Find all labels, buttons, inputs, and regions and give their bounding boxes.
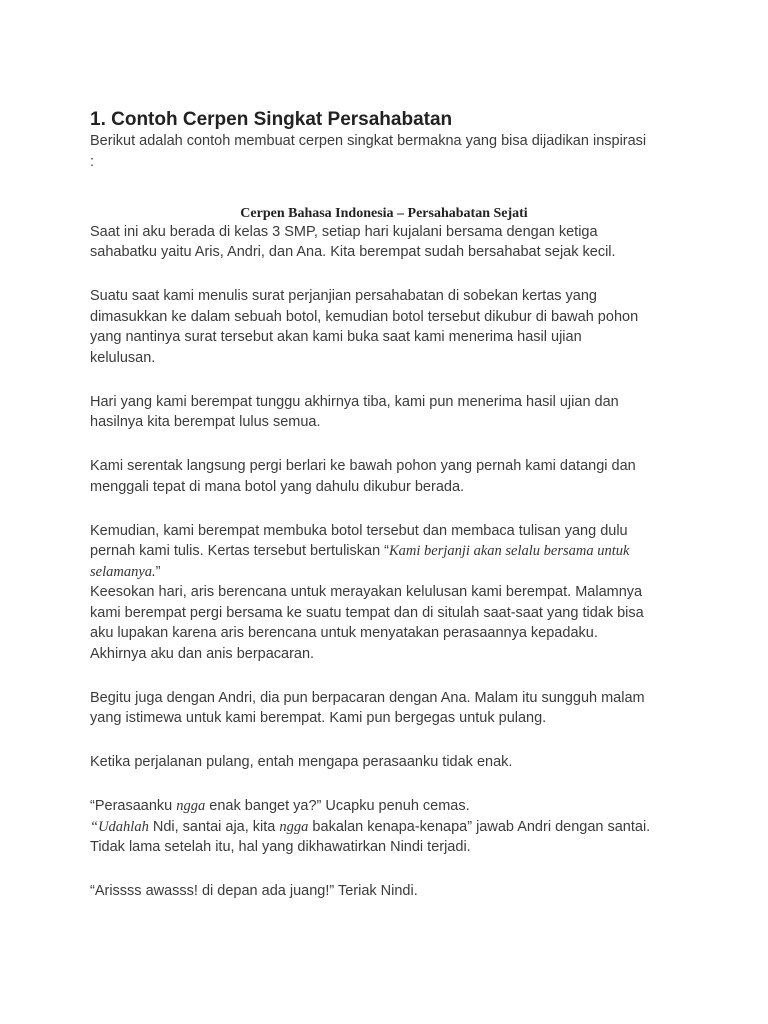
story-line (90, 837, 650, 858)
text-segment: Begitu juga dengan Andri, dia pun berpacaran dengan Ana. Malam itu sungguh malam (90, 689, 645, 706)
story-line (90, 348, 650, 369)
story-title: Cerpen Bahasa Indonesia – Persahabatan Sejati (240, 206, 528, 221)
text-segment: dimasukkan ke dalam sebuah botol, kemudian botol tersebut dikubur di bawah pohon (90, 308, 639, 325)
story-line (90, 392, 650, 413)
text-segment: Kemudian, kami berempat membuka botol tersebut dan membaca tulisan yang dulu (90, 522, 628, 539)
story-paragraph (90, 392, 650, 433)
text-segment: Keesokan hari, aris berencana untuk merayakan kelulusan kami berempat. Malamnya (90, 584, 643, 600)
story-line (90, 307, 650, 328)
story-paragraph (90, 521, 650, 665)
text-segment: yang istimewa untuk kami berempat. Kami pun bergegas untuk pulang. (90, 710, 547, 726)
story-line (90, 708, 650, 729)
text-segment: “Arissss awasss! di depan ada juang!” Teriak Nindi. (90, 883, 418, 899)
text-segment: yang nantinya surat tersebut akan kami buka saat kami menerima hasil ujian (90, 329, 582, 345)
intro-line: Berikut adalah contoh membuat cerpen singkat bermakna yang bisa dijadikan inspirasi (90, 133, 647, 149)
story-line (90, 796, 650, 817)
story-line (90, 242, 650, 263)
story-line (90, 456, 650, 477)
emphasized-text: ngga (279, 818, 309, 835)
story-body (90, 222, 650, 926)
story-line (90, 603, 650, 624)
emphasized-text: selamanya. (90, 563, 156, 580)
story-paragraph (90, 688, 650, 729)
story-paragraph (90, 456, 650, 497)
page-title: 1. Contoh Cerpen Singkat Persahabatan (90, 108, 453, 130)
text-segment: menggali tepat di mana botol yang dahulu dikubur berada. (90, 478, 465, 495)
story-line (90, 752, 650, 773)
text-segment: enak banget ya?” Ucapku penuh cemas. (205, 798, 470, 814)
story-line (90, 881, 650, 902)
story-line (90, 688, 650, 709)
story-line (90, 541, 650, 562)
story-line (90, 582, 650, 603)
text-segment: sahabatku yaitu Aris, Andri, dan Ana. Kita berempat sudah bersahabat sejak kecil. (90, 244, 616, 260)
text-segment: pernah kami tulis. Kertas tersebut bertuliskan “ (90, 543, 389, 559)
text-segment: hasilnya kita berempat lulus semua. (90, 414, 321, 430)
story-line (90, 562, 650, 583)
text-segment: Suatu saat kami menulis surat perjanjian persahabatan di sobekan kertas yang (90, 288, 597, 304)
text-segment: Saat ini aku berada di kelas 3 SMP, setiap hari kujalani bersama dengan ketiga (90, 223, 598, 240)
story-line (90, 817, 650, 838)
intro-paragraph (90, 131, 646, 173)
story-line (90, 521, 650, 542)
story-line (90, 222, 650, 243)
text-segment: kelulusan. (90, 349, 156, 366)
emphasized-text: ngga (176, 798, 206, 814)
story-paragraph (90, 881, 650, 902)
text-segment: Akhirnya aku dan anis berpacaran. (90, 645, 315, 662)
text-segment: bakalan kenapa-kenapa” jawab Andri dengan santai. (308, 818, 651, 835)
story-line (90, 327, 650, 348)
story-line (90, 412, 650, 433)
text-segment: Kami serentak langsung pergi berlari ke bawah pohon yang pernah kami datangi dan (90, 458, 636, 474)
emphasized-text: “Udahlah (90, 818, 149, 835)
text-segment: Hari yang kami berempat tunggu akhirnya tiba, kami pun menerima hasil ujian dan (90, 393, 619, 410)
story-line (90, 286, 650, 307)
text-segment: Ketika perjalanan pulang, entah mengapa perasaanku tidak enak. (90, 754, 513, 770)
text-segment: kami berempat pergi bersama ke suatu tempat dan di situlah saat-saat yang tidak bisa (90, 604, 644, 621)
story-line (90, 644, 650, 665)
text-segment: ” (155, 563, 161, 580)
story-paragraph (90, 286, 650, 368)
text-segment: “Perasaanku (90, 798, 177, 814)
story-paragraph (90, 752, 650, 773)
text-segment: aku lupakan karena aris berencana untuk menyatakan perasaannya kepadaku. (90, 625, 598, 641)
emphasized-text: Kami berjanji akan selalu bersama untuk (389, 543, 630, 559)
text-segment: Ndi, santai aja, kita (148, 818, 280, 835)
text-segment: Tidak lama setelah itu, hal yang dikhawatirkan Nindi terjadi. (90, 839, 471, 855)
story-paragraph (90, 222, 650, 263)
story-line (90, 623, 650, 644)
intro-line: : (90, 154, 95, 170)
story-line (90, 477, 650, 498)
story-paragraph (90, 796, 650, 858)
